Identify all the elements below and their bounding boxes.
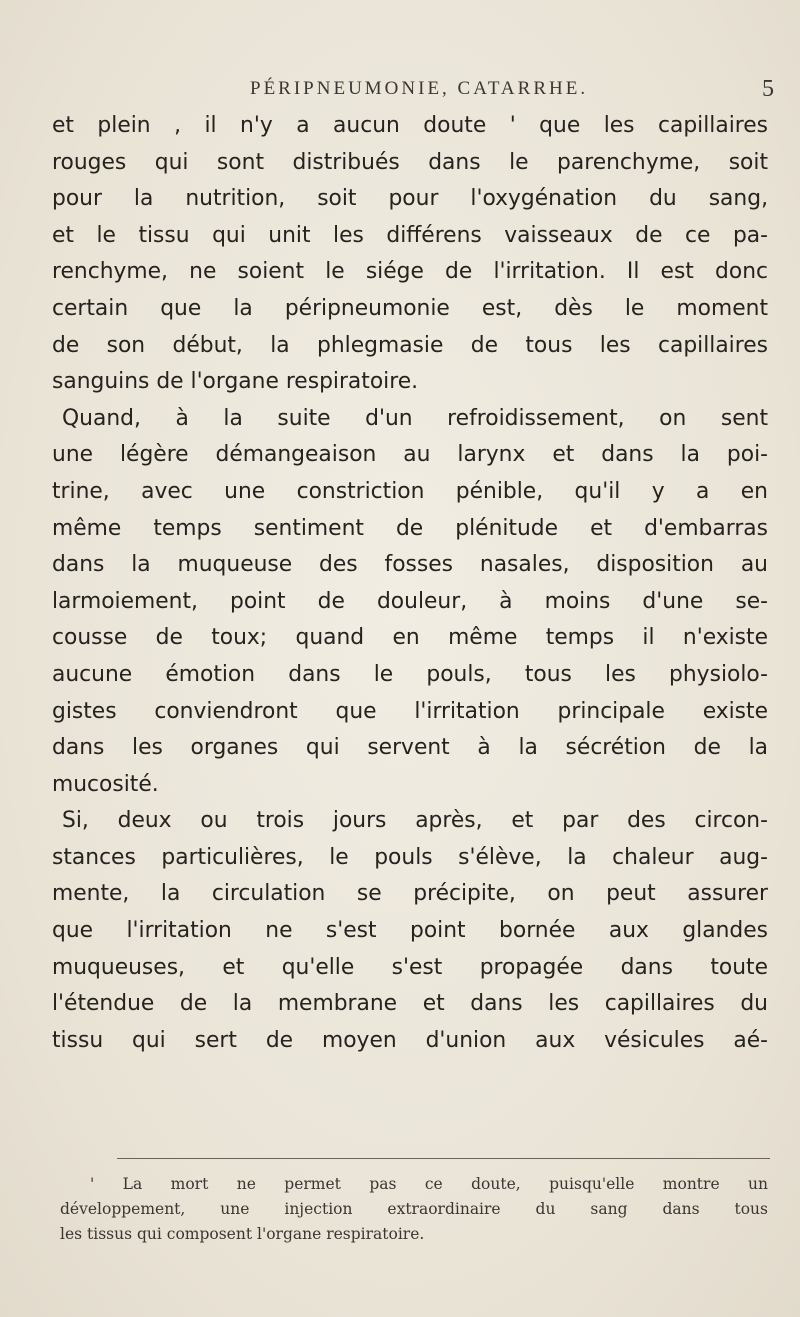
text-line: mucosité. xyxy=(52,771,159,797)
text-line: aucune émotion dans le pouls, tous les physiolo- xyxy=(52,661,768,687)
text-line: que l'irritation ne s'est point bornée aux glandes xyxy=(52,918,768,944)
text-line: trine, avec une constriction pénible, qu'il y a en xyxy=(52,478,768,504)
text-line: rouges qui sont distribués dans le parenchyme, soit xyxy=(52,149,768,175)
text-line: gistes conviendront que l'irritation principale existe xyxy=(52,698,768,724)
text-line: Quand, à la suite d'un refroidissement, on sent xyxy=(62,405,768,431)
text-line: une légère démangeaison au larynx et dans la poi- xyxy=(52,442,768,468)
text-line: renchyme, ne soient le siége de l'irritation. Il est donc xyxy=(52,259,768,285)
text-line: dans la muqueuse des fosses nasales, disposition au xyxy=(52,552,768,578)
text-line: certain que la péripneumonie est, dès le moment xyxy=(52,295,768,321)
text-line: tissu qui sert de moyen d'union aux vésicules aé- xyxy=(52,1027,768,1053)
text-line: l'étendue de la membrane et dans les capillaires du xyxy=(52,991,768,1017)
text-line: et plein , il n'y a aucun doute ' que les capillaires xyxy=(52,113,768,138)
text-line: stances particulières, le pouls s'élève, la chaleur aug- xyxy=(52,844,768,870)
text-line: même temps sentiment de plénitude et d'embarras xyxy=(52,515,768,541)
footnote-line: les tissus qui composent l'organe respiratoire. xyxy=(60,1225,425,1243)
page-number: 5 xyxy=(762,76,774,102)
running-title: PÉRIPNEUMONIE, CATARRHE. xyxy=(250,78,589,99)
footnote xyxy=(60,1172,768,1247)
text-line: dans les organes qui servent à la sécrétion de la xyxy=(52,735,768,761)
text-line: et le tissu qui unit les différens vaisseaux de ce pa- xyxy=(52,222,768,248)
text-line: larmoiement, point de douleur, à moins d'une se- xyxy=(52,588,768,614)
text-line: sanguins de l'organe respiratoire. xyxy=(52,369,419,395)
footnote-line: développement, une injection extraordinaire du sang dans tous xyxy=(60,1200,768,1218)
footnote-divider xyxy=(117,1158,770,1159)
text-line: cousse de toux; quand en même temps il n'existe xyxy=(52,625,768,651)
text-line: mente, la circulation se précipite, on peut assurer xyxy=(52,881,768,907)
text-line: Si, deux ou trois jours après, et par des circon- xyxy=(62,808,768,834)
text-line: de son début, la phlegmasie de tous les capillaires xyxy=(52,332,768,358)
text-line: muqueuses, et qu'elle s'est propagée dans toute xyxy=(52,954,768,980)
footnote-line: ' La mort ne permet pas ce doute, puisqu'elle montre un xyxy=(90,1175,768,1193)
main-text xyxy=(52,108,768,1059)
text-line: pour la nutrition, soit pour l'oxygénation du sang, xyxy=(52,186,768,212)
